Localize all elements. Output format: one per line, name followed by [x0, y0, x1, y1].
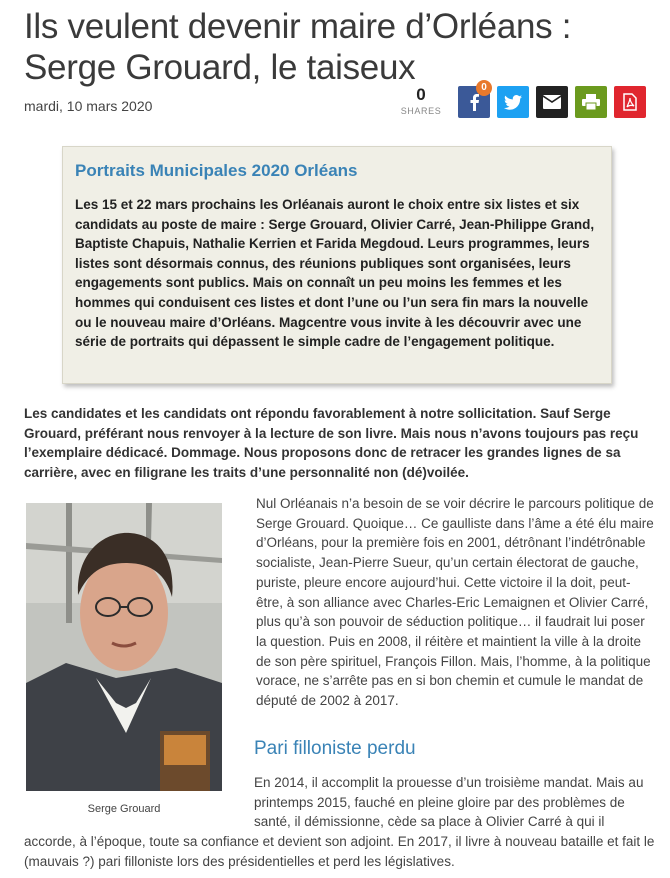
- share-label: SHARES: [400, 106, 442, 116]
- portrait-illustration: [26, 503, 222, 791]
- share-counter: [398, 86, 444, 116]
- print-button[interactable]: [575, 86, 607, 118]
- email-share-button[interactable]: [536, 86, 568, 118]
- intro-box: [62, 146, 612, 384]
- portrait-photo: [26, 503, 222, 791]
- body-paragraph: Nul Orléanais n’a besoin de se voir décrire le parcours politique de Serge Grouard. Quoique… Ce gaulliste dans l’âme a été élu maire d’Orléans, pour la première fois en 2001, détrônant l’indétrônable socialiste, Jean-Pierre Sueur, qu’un certain électorat de gauche, puriste, pleure encore aujourd’hui. Cette victoire il la doit, peut-être, à son alliance avec Charles-Eric Lemaignen et Olivier Carré, plus qu’à son pouvoir de séduction politique… il faudrait lui poser la question. Puis en 2008, il réitère et maintient la ville à la droite de son père spirituel, François Fillon. Mais, l’homme, à la politique vorace, ne s’arrête pas en si bon chemin et cumule le mandat de député de 2002 à 2017.: [256, 496, 654, 709]
- section-heading: Pari filloniste perdu: [254, 738, 416, 759]
- facebook-icon: [468, 93, 480, 111]
- article-lead: Les candidates et les candidats ont répondu favorablement à notre sollicitation. Sauf Serge Grouard, préférant nous renvoyer à la lecture de son livre. Mais nous n’avons toujours pas reçu l’exemplaire dédicacé. Dommage. Nous proposons donc de retracer les grandes lignes de sa carrière, avec en filigrane les traits d’une personnalité non (dé)voilée.: [24, 406, 639, 480]
- email-icon: [543, 95, 561, 109]
- facebook-share-badge: 0: [476, 80, 492, 96]
- twitter-icon: [504, 95, 522, 110]
- photo-caption: Serge Grouard: [87, 803, 161, 815]
- print-icon: [582, 94, 600, 110]
- pdf-icon: [622, 93, 638, 111]
- twitter-share-button[interactable]: [497, 86, 529, 118]
- pdf-button[interactable]: [614, 86, 646, 118]
- intro-box-title: Portraits Municipales 2020 Orléans: [75, 161, 358, 180]
- article-date: mardi, 10 mars 2020: [24, 98, 153, 114]
- article-title: Ils veulent devenir maire d’Orléans : Serge Grouard, le taiseux: [24, 7, 572, 87]
- intro-box-text: Les 15 et 22 mars prochains les Orléanais auront le choix entre six listes et six candidats au poste de maire : Serge Grouard, Olivier Carré, Jean-Philippe Grand, Baptiste Chapuis, Nathalie Kerrien et Farida Megdoud. Leurs programmes, leurs listes sont désormais connus, des réunions publiques sont organisées, leurs engagements sont publics. Mais on connaît un peu moins les femmes et les hommes qui conduisent ces listes et dont l’une ou l’un sera fin mars la nouvelle ou le nouveau maire d’Orléans. Magcentre vous invite à les découvrir avec une série de portraits qui dépassent le simple cadre de l’engagement politique.: [75, 197, 595, 350]
- share-count: 0: [416, 85, 426, 104]
- body-paragraph: En 2014, il accomplit la prouesse d’un troisième mandat. Mais au printemps 2015, fauché en pleine gloire par des problèmes de santé, il démissionne, cède sa place à Olivier Carré à qui il: [254, 775, 644, 830]
- body-paragraph: accorde, à l’époque, toute sa confiance et devient son adjoint. En 2017, il livre à nouveau bataille et fait le (mauvais ?) pari filloniste lors des présidentielles et perd les législatives.: [24, 834, 655, 869]
